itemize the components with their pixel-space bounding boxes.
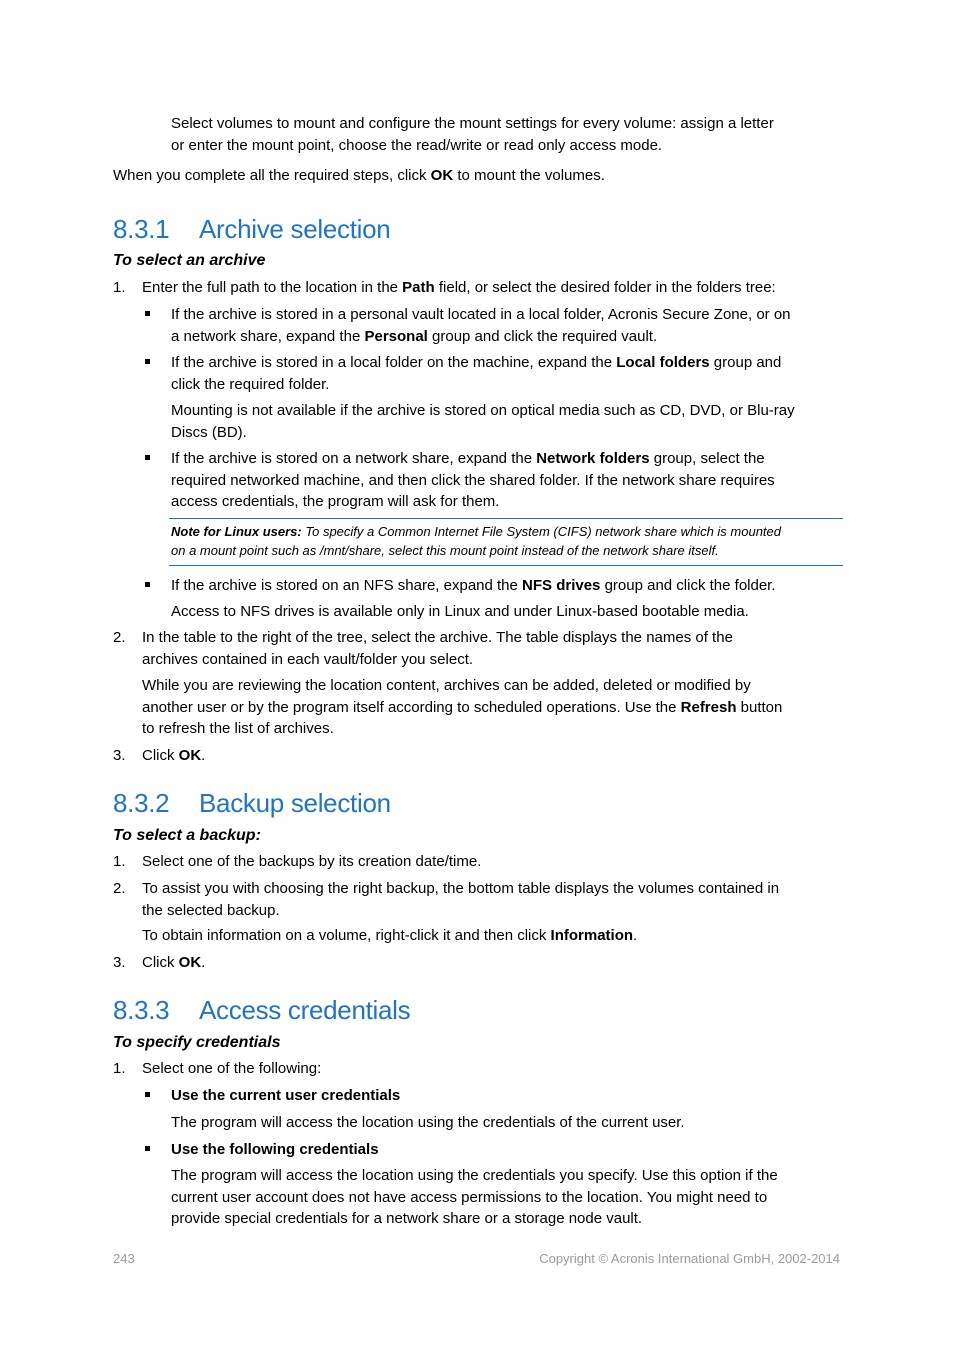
step-number: 2. <box>113 629 126 646</box>
bullet-icon <box>145 359 150 364</box>
linux-note <box>169 518 843 566</box>
bullet-note: Access to NFS drives is available only in Linux and under Linux-based bootable media. <box>171 603 749 620</box>
step-text: Click OK. <box>142 954 206 971</box>
bullet-icon <box>145 455 150 460</box>
page-number: 243 <box>113 1251 135 1266</box>
intro-complete: When you complete all the required steps, click OK to mount the volumes. <box>113 167 605 184</box>
step-number: 2. <box>113 880 126 897</box>
bullet-icon <box>145 1092 150 1097</box>
intro-text: Select volumes to mount and configure the mount settings for every volume: assign a letter or enter the mount point, choose the read/write or read only access mode. <box>171 115 774 154</box>
step-text: In the table to the right of the tree, select the archive. The table displays the names of the archives contained in each vault/folder you select. <box>142 629 733 668</box>
bullet-text: If the archive is stored on an NFS share, expand the NFS drives group and click the folder. <box>171 577 776 594</box>
step-text: Select one of the backups by its creation date/time. <box>142 853 482 870</box>
step-text: Click OK. <box>142 747 206 764</box>
step-detail: While you are reviewing the location content, archives can be added, deleted or modified by another user or by the program itself according to scheduled operations. Use the Refresh button to refresh the list of archives. <box>142 677 783 737</box>
step-number: 1. <box>113 279 126 296</box>
step-number: 3. <box>113 954 126 971</box>
bullet-text: If the archive is stored in a personal vault located in a local folder, Acronis Secure Zone, or on a network share, expand the Personal group and click the required vault. <box>171 306 791 345</box>
step-number: 1. <box>113 1060 126 1077</box>
bullet-text: If the archive is stored in a local folder on the machine, expand the Local folders group and click the required folder. <box>171 354 782 393</box>
procedure-title: To select an archive <box>113 252 266 269</box>
option-desc: The program will access the location using the credentials of the current user. <box>171 1114 685 1131</box>
step-detail: To obtain information on a volume, right-click it and then click Information. <box>142 927 638 944</box>
bullet-text: If the archive is stored on a network share, expand the Network folders group, select the required networked machine, and then click the shared folder. If the network share requires access credentials, the program will ask for them. <box>171 450 775 510</box>
step-number: 3. <box>113 747 126 764</box>
option-title: Use the current user credentials <box>171 1087 401 1104</box>
document-page: Select volumes to mount and configure the mount settings for every volume: assign a letter or enter the mount point, choose the read/write or read only access mode. When you complete all the required steps, click OK to mount the volumes. 8.3.1 Archive selection To select an archive 1. Enter the full path to the location in the Path field, or select the desired folder in the folders tree: If the archive is stored in a personal vault located in a local folder, Acronis Secure Zone, or on a network share, expand the Personal group and click the required vault. If the archive is stored in a local folder on the machine, expand the Local folders group and click the required folder. Mounting is not available if the archive is stored on optical media such as CD, DVD, or Blu-ray Discs (BD). If the archive is stored on a network share, expand the Network folders group, select the required networked machine, and then click the shared folder. If the network share requires access credentials, the program will ask for them. Note for Linux users: To specify a Common Internet File System (CIFS) network share which is mounted on a mount point such as /mnt/share, select this mount point instead of the network share itself. If the archive is stored on an NFS share, expand the NFS drives group and click the folder. Access to NFS drives is available only in Linux and under Linux-based bootable media. 2. In the table to the right of the tree, select the archive. The table displays the names of the archives contained in each vault/folder you select. While you are reviewing the location content, archives can be added, deleted or modified by another user or by the program itself according to scheduled operations. Use the Refresh button to refresh the list of archives. 3. Click OK. 8.3.2 Backup selection To select a backup: 1. Select one of the backups by its creation date/time. 2. To assist you with choosing the right backup, the bottom table displays the volumes contained in the selected backup. To obtain information on a volume, right-click it and then click Information. 3. Click OK. 8.3.3 Access credentials To specify credentials 1. Select one of the following: Use the current user credentials The program will access the location using the credentials of the current user. Use the following credentials The program will access the location using the credentials you specify. Use this option if the current user account does not have access permissions to the location. You might need to provide special credentials for a network share or a storage node vault. 243 Copyright © Acronis International GmbH, 2002-2014 <box>0 0 954 1349</box>
procedure-title: To specify credentials <box>113 1034 281 1051</box>
step-text: Select one of the following: <box>142 1060 322 1077</box>
copyright: Copyright © Acronis International GmbH, 2002-2014 <box>539 1251 840 1266</box>
bullet-icon <box>145 582 150 587</box>
bullet-icon <box>145 311 150 316</box>
bullet-note: Mounting is not available if the archive is stored on optical media such as CD, DVD, or Blu-ray Discs (BD). <box>171 402 795 441</box>
procedure-title: To select a backup: <box>113 827 261 844</box>
step-number: 1. <box>113 853 126 870</box>
linux-note-text: Note for Linux users: To specify a Common Internet File System (CIFS) network share which is mounted on a mount point such as /mnt/share, select this mount point instead of the network share itself. <box>171 524 782 558</box>
step-text: To assist you with choosing the right backup, the bottom table displays the volumes contained in the selected backup. <box>142 880 780 919</box>
option-desc: The program will access the location using the credentials you specify. Use this option if the current user account does not have access permissions to the location. You might need to provide special credentials for a network share or a storage node vault. <box>171 1167 778 1227</box>
bullet-icon <box>145 1146 150 1151</box>
option-title: Use the following credentials <box>171 1141 379 1158</box>
step-text: Enter the full path to the location in the Path field, or select the desired folder in the folders tree: <box>142 279 776 296</box>
